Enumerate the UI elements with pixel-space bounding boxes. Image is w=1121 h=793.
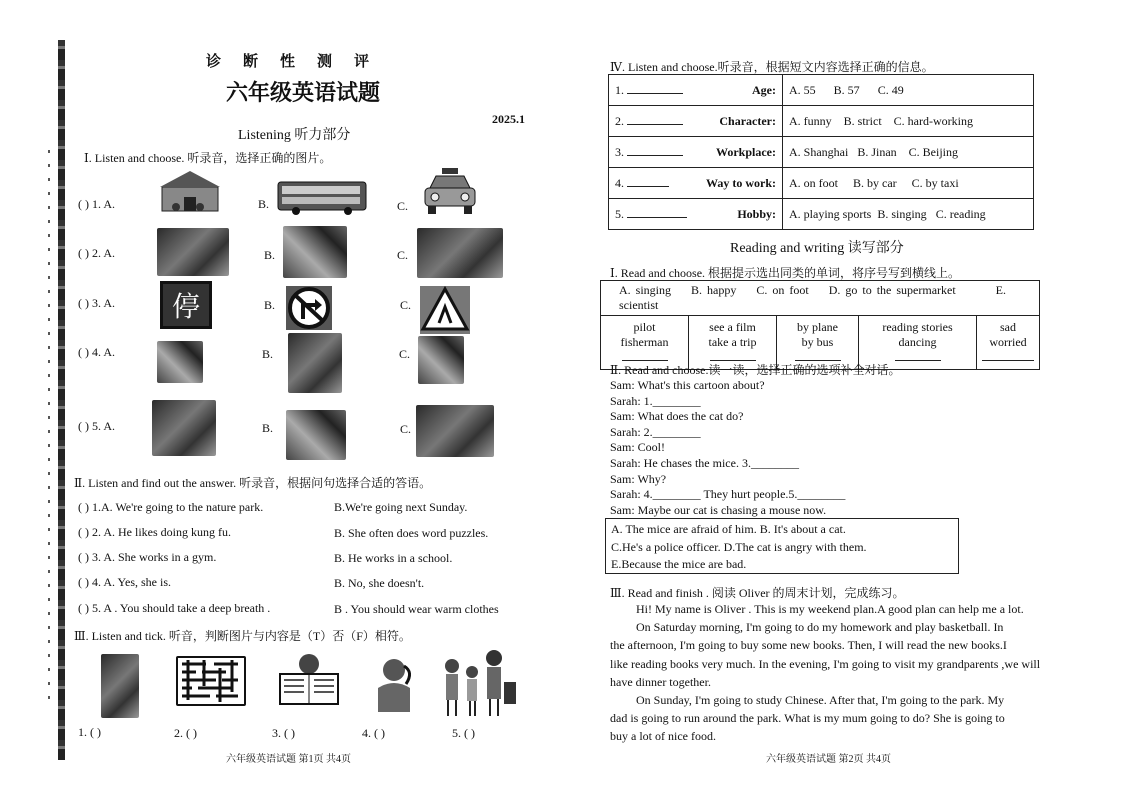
info-label-cell — [609, 137, 783, 168]
word-options-cell — [601, 281, 1040, 316]
left-page — [0, 0, 560, 793]
info-label-cell — [609, 199, 783, 230]
rw-section2-title: Ⅱ. Read and choose.读一读，选择正确的选项补全对话。 — [610, 363, 901, 377]
word-option-a: A. singing — [619, 283, 672, 297]
q1-number: ( ) 1. A. — [78, 197, 115, 211]
s2-q1: ( ) 1.A. We're going to the nature park. — [78, 500, 264, 514]
answer-blank[interactable] — [627, 124, 683, 125]
warning-sign-icon — [419, 285, 471, 335]
s3-answer-1[interactable]: 1. ( ) — [78, 725, 101, 739]
info-label: Way to work: — [706, 175, 776, 190]
q3-number: ( ) 3. A. — [78, 296, 115, 310]
info-num: 4. — [615, 175, 624, 190]
group-word: take a trip — [708, 335, 757, 349]
q1-b-label: B. — [258, 197, 270, 211]
q3-c-label: C. — [400, 298, 412, 312]
option-b: B. strict — [843, 113, 882, 128]
info-num: 2. — [615, 113, 624, 128]
photo-4c — [418, 336, 464, 384]
photo-2a — [157, 228, 229, 276]
s2-q3-b: B. He works in a school. — [334, 551, 453, 565]
q2-b-label: B. — [264, 248, 276, 262]
s2-q1-b: B.We're going next Sunday. — [334, 500, 468, 514]
option-a: A. playing sports — [789, 206, 872, 221]
family-travel-image — [438, 646, 518, 718]
s2-q2-b: B. She often does word puzzles. — [334, 526, 489, 540]
info-num: 1. — [615, 82, 624, 97]
q1-c-label: C. — [397, 199, 409, 213]
info-options-cell — [783, 199, 1034, 230]
word-option-b: B. happy — [691, 283, 737, 297]
info-label-cell — [609, 106, 783, 137]
photo-5a — [152, 400, 216, 456]
option-c: C. hard-working — [893, 113, 973, 128]
right-page — [560, 0, 1121, 793]
info-options-cell — [783, 137, 1034, 168]
answer-blank[interactable] — [895, 360, 941, 361]
section2-title: Ⅱ. Listen and find out the answer. 听录音，根据问句选择合适的答语。 — [74, 476, 432, 490]
dialogue-line: Sam: Why? — [610, 471, 667, 486]
info-label-cell — [609, 168, 783, 199]
taxi-image — [422, 166, 478, 216]
no-right-turn-sign-icon — [285, 285, 333, 331]
photo-4b — [288, 333, 342, 393]
reading-writing-header: Reading and writing 读写部分 — [730, 241, 904, 256]
option-b: B. 57 — [833, 82, 860, 97]
dialogue — [610, 378, 845, 518]
info-num: 5. — [615, 206, 624, 221]
info-table — [608, 74, 1034, 230]
answer-blank[interactable] — [627, 186, 669, 187]
answer-blank[interactable] — [627, 217, 687, 218]
passage-line: buy a lot of nice food. — [610, 729, 716, 744]
listening-header: Listening 听力部分 — [238, 128, 351, 143]
info-options-cell — [783, 106, 1034, 137]
section3-title: Ⅲ. Listen and tick. 听音，判断图片与内容是（T）否（F）相符。 — [74, 629, 411, 643]
dialogue-line: Sarah: 1.________ — [610, 393, 701, 408]
q5-number: ( ) 5. A. — [78, 419, 115, 433]
answer-blank[interactable] — [627, 93, 683, 94]
dialogue-line: Sam: What's this cartoon about? — [610, 378, 765, 392]
word-group — [977, 316, 1040, 370]
info-row — [609, 75, 1034, 106]
photo-2c — [417, 228, 503, 278]
q4-number: ( ) 4. A. — [78, 345, 115, 359]
choice-box — [605, 518, 959, 574]
photo-2b — [283, 226, 347, 278]
q3-b-label: B. — [264, 298, 276, 312]
q5-b-label: B. — [262, 421, 274, 435]
headache-boy-image — [374, 656, 414, 712]
info-label: Character: — [719, 113, 776, 128]
group-word: sad — [1000, 320, 1016, 334]
school-building-image — [156, 167, 224, 219]
passage-line: the afternoon, I'm going to buy some new books. Then, I will read the new books.I — [610, 638, 1007, 653]
section4-title: Ⅳ. Listen and choose.听录音，根据短文内容选择正确的信息。 — [610, 60, 934, 74]
person-with-bag-image — [101, 654, 139, 718]
dialogue-line: Sarah: 2.________ — [610, 424, 701, 439]
option-c: C. by taxi — [911, 175, 959, 190]
double-decker-bus-image — [276, 178, 368, 216]
info-row — [609, 168, 1034, 199]
stop-sign-icon: 停 — [160, 281, 212, 329]
reading-newspaper-image — [276, 652, 342, 708]
option-a: A. Shanghai — [789, 144, 849, 159]
option-a: A. 55 — [789, 82, 816, 97]
passage-line: dad is going to run around the park. What is my mum going to do? She is going to — [610, 711, 1005, 726]
dialogue-line: Sam: What does the cat do? — [610, 409, 744, 424]
word-puzzle-image — [176, 656, 246, 706]
dialogue-line: Sam: Maybe our cat is chasing a mouse now. — [610, 502, 827, 517]
binding-perforation — [48, 150, 50, 710]
q4-b-label: B. — [262, 347, 274, 361]
group-word: worried — [989, 335, 1027, 349]
passage-line: Hi! My name is Oliver . This is my weekend plan.A good plan can help me a lot. — [636, 602, 1024, 616]
section1-title: Ⅰ. Listen and choose. 听录音，选择正确的图片。 — [84, 151, 332, 165]
choice-line: C.He's a police officer. D.The cat is angry with them. — [611, 539, 867, 554]
s3-answer-3[interactable]: 3. ( ) — [272, 726, 295, 740]
word-options-row — [601, 281, 1040, 316]
right-footer: 六年级英语试题 第2页 共4页 — [766, 754, 891, 765]
passage-line: like reading books very much. In the evening, I'm going to visit my grandparents ,we will — [610, 656, 1041, 671]
binding-strip — [58, 40, 65, 760]
q5-c-label: C. — [400, 422, 412, 436]
group-word: pilot — [633, 320, 656, 334]
s3-answer-5[interactable]: 5. ( ) — [452, 726, 475, 740]
group-word: by bus — [801, 335, 834, 349]
info-label: Age: — [752, 82, 776, 97]
option-b: B. singing — [877, 206, 927, 221]
answer-blank[interactable] — [982, 360, 1034, 361]
s2-q5-b: B . You should wear warm clothes — [334, 602, 499, 616]
q2-c-label: C. — [397, 248, 409, 262]
test-subtitle: 诊断性测评 — [206, 54, 392, 70]
info-label: Workplace: — [716, 144, 776, 159]
option-b: B. Jinan — [857, 144, 897, 159]
info-row — [609, 106, 1034, 137]
rw-section1-title: Ⅰ. Read and choose. 根据提示选出同类的单词，将序号写到横线上。 — [610, 266, 961, 280]
q4-c-label: C. — [399, 347, 411, 361]
left-footer: 六年级英语试题 第1页 共4页 — [226, 754, 351, 765]
rw-section3-title: Ⅲ. Read and finish . 阅读 Oliver 的周末计划，完成练习。 — [610, 586, 905, 600]
option-c: C. reading — [935, 206, 986, 221]
dialogue-line: Sam: Cool! — [610, 440, 666, 455]
info-row — [609, 199, 1034, 230]
dialogue-line: Sarah: 4.________ They hurt people.5.________ — [610, 487, 846, 502]
group-word: by plane — [797, 320, 838, 334]
passage — [610, 600, 1066, 746]
photo-4a — [157, 341, 203, 383]
info-label-cell — [609, 75, 783, 106]
info-num: 3. — [615, 144, 624, 159]
test-date: 2025.1 — [492, 112, 525, 126]
s2-q5: ( ) 5. A . You should take a deep breath . — [78, 601, 271, 615]
info-options-cell — [783, 75, 1034, 106]
s2-q3: ( ) 3. A. She works in a gym. — [78, 550, 217, 564]
s3-answer-2[interactable]: 2. ( ) — [174, 726, 197, 740]
option-a: A. on foot — [789, 175, 838, 190]
dialogue-line: Sarah: He chases the mice. 3.________ — [610, 455, 799, 470]
group-word: see a film — [709, 320, 756, 334]
word-option-e: E. scientist — [619, 283, 1007, 312]
option-b: B. by car — [853, 175, 897, 190]
s2-q4-b: B. No, she doesn't. — [334, 576, 425, 590]
s2-q2: ( ) 2. A. He likes doing kung fu. — [78, 525, 231, 539]
test-title: 六年级英语试题 — [226, 80, 381, 105]
q2-number: ( ) 2. A. — [78, 246, 115, 260]
word-option-c: C. on foot — [756, 283, 809, 297]
group-word: reading stories — [882, 320, 953, 334]
photo-5c — [416, 405, 494, 457]
word-option-d: D. go to the supermarket — [828, 283, 956, 297]
option-c: C. Beijing — [908, 144, 959, 159]
option-c: C. 49 — [877, 82, 904, 97]
choice-line: A. The mice are afraid of him. B. It's about a cat. — [611, 522, 846, 536]
option-a: A. funny — [789, 113, 832, 128]
passage-line: On Saturday morning, I'm going to do my homework and play basketball. In — [636, 620, 1004, 635]
info-label: Hobby: — [737, 206, 776, 221]
passage-line: On Sunday, I'm going to study Chinese. After that, I'm going to the park. My — [636, 693, 1005, 708]
s3-answer-4[interactable]: 4. ( ) — [362, 726, 385, 740]
group-word: fisherman — [620, 335, 669, 349]
passage-line: have dinner together. — [610, 674, 711, 689]
photo-5b — [286, 410, 346, 460]
answer-blank[interactable] — [627, 155, 683, 156]
choice-line: E.Because the mice are bad. — [611, 557, 747, 571]
group-word: dancing — [898, 335, 937, 349]
info-options-cell — [783, 168, 1034, 199]
s2-q4: ( ) 4. A. Yes, she is. — [78, 575, 172, 589]
info-row — [609, 137, 1034, 168]
word-classification-table — [600, 280, 1040, 370]
